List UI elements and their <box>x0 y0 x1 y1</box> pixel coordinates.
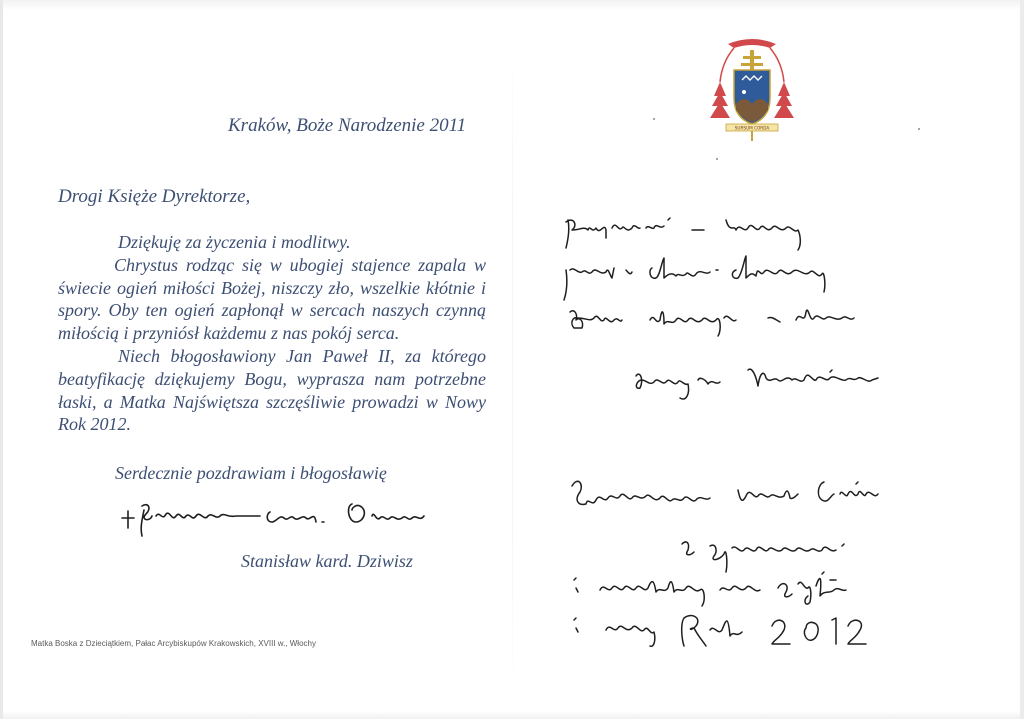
handwritten-signature <box>120 496 480 543</box>
paper-speck <box>653 118 655 120</box>
page-edge-top <box>0 0 1024 10</box>
page-edge-bottom <box>0 711 1024 719</box>
letter-paragraph: Dziękuję za życzenia i modlitwy. <box>118 232 351 252</box>
page-edge-right <box>1020 0 1024 719</box>
handwritten-note <box>560 200 990 680</box>
closing-line: Serdecznie pozdrawiam i błogosławię <box>115 463 387 483</box>
salutation: Drogi Księże Dyrektorze, <box>58 186 251 207</box>
coat-of-arms-motto: SURSUM CORDA <box>734 125 770 131</box>
coat-of-arms-emblem <box>710 32 794 149</box>
typed-name: Stanisław kard. Dziwisz <box>241 551 413 571</box>
card-fold <box>512 40 513 700</box>
letter-paragraph: Chrystus rodząc się w ubogiej stajence zapala w świecie ogień miłości Bożej, niszczy zło, wszelkie kłótnie i spory. Oby ten ogień zapłonął w sercach naszych czynną miłością i przyniósł każdemu z nas pokój serca. <box>58 254 486 344</box>
paper-speck <box>918 128 920 130</box>
place-date: Kraków, Boże Narodzenie 2011 <box>228 115 467 136</box>
coat-of-arms-icon <box>710 32 794 144</box>
page-edge-left <box>0 0 3 719</box>
handwriting-scribble <box>560 200 990 680</box>
artwork-caption: Matka Boska z Dzieciątkiem, Pałac Arcybiskupów Krakowskich, XVIII w., Włochy <box>31 639 316 648</box>
letter-paragraph: Niech błogosławiony Jan Paweł II, za którego beatyfikację dziękujemy Bogu, wyprasza nam potrzebne łaski, a Matka Najświętsza szczęśliwie prowadzi w Nowy Rok 2012. <box>58 345 486 435</box>
letter-body <box>58 231 486 436</box>
signature-scribble <box>120 496 480 538</box>
paper-speck <box>716 158 718 160</box>
